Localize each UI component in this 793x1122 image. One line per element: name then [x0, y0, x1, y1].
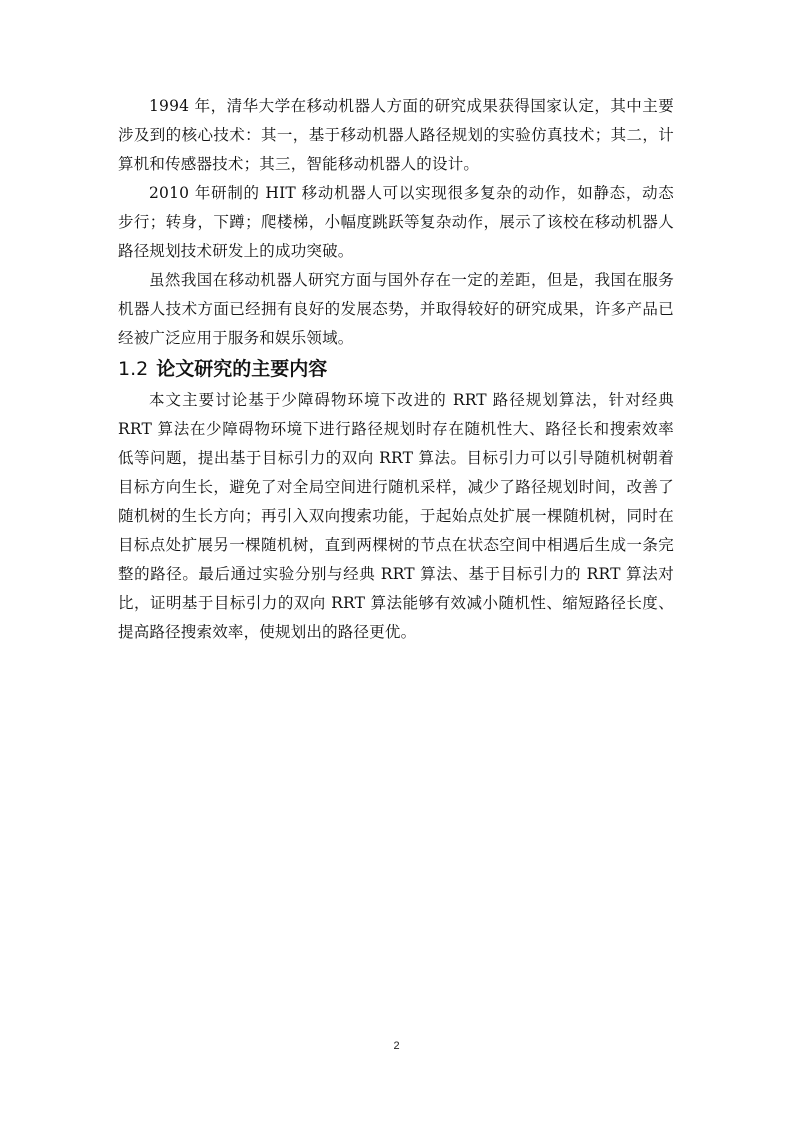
paragraph-tsinghua-1994: 1994 年，清华大学在移动机器人方面的研究成果获得国家认定，其中主要涉及到的核心技术：其一，基于移动机器人路径规划的实验仿真技术；其二，计算机和传感器技术；其三，智能移动机器人的设计。	[118, 97, 674, 173]
section-number: 1.2	[118, 358, 149, 380]
page-content	[118, 92, 674, 647]
section-heading	[118, 353, 674, 386]
paragraph-domestic-research: 虽然我国在移动机器人研究方面与国外存在一定的差距，但是，我国在服务机器人技术方面已经拥有良好的发展态势，并取得较好的研究成果，许多产品已经被广泛应用于服务和娱乐领域。	[118, 271, 674, 347]
paragraph-main-content: 本文主要讨论基于少障碍物环境下改进的 RRT 路径规划算法，针对经典 RRT 算法在少障碍物环境下进行路径规划时存在随机性大、路径长和搜索效率低等问题，提出基于目标引力的双向 RRT 算法。目标引力可以引导随机树朝着目标方向生长，避免了对全局空间进行随机采样，减少了路径规划时间，改善了随机树的生长方向；再引入双向搜索功能，于起始点处扩展一棵随机树，同时在目标点处扩展另一棵随机树，直到两棵树的节点在状态空间中相遇后生成一条完整的路径。最后通过实验分别与经典 RRT 算法、基于目标引力的 RRT 算法对比，证明基于目标引力的双向 RRT 算法能够有效减小随机性、缩短路径长度、提高路径搜索效率，使规划出的路径更优。	[118, 391, 674, 641]
paragraph-hit-robot-2010: 2010 年研制的 HIT 移动机器人可以实现很多复杂的动作，如静态，动态步行；转身，下蹲；爬楼梯，小幅度跳跃等复杂动作，展示了该校在移动机器人路径规划技术研发上的成功突破。	[118, 184, 674, 260]
section-title: 论文研究的主要内容	[156, 358, 328, 380]
page-number: 2	[393, 1040, 400, 1052]
